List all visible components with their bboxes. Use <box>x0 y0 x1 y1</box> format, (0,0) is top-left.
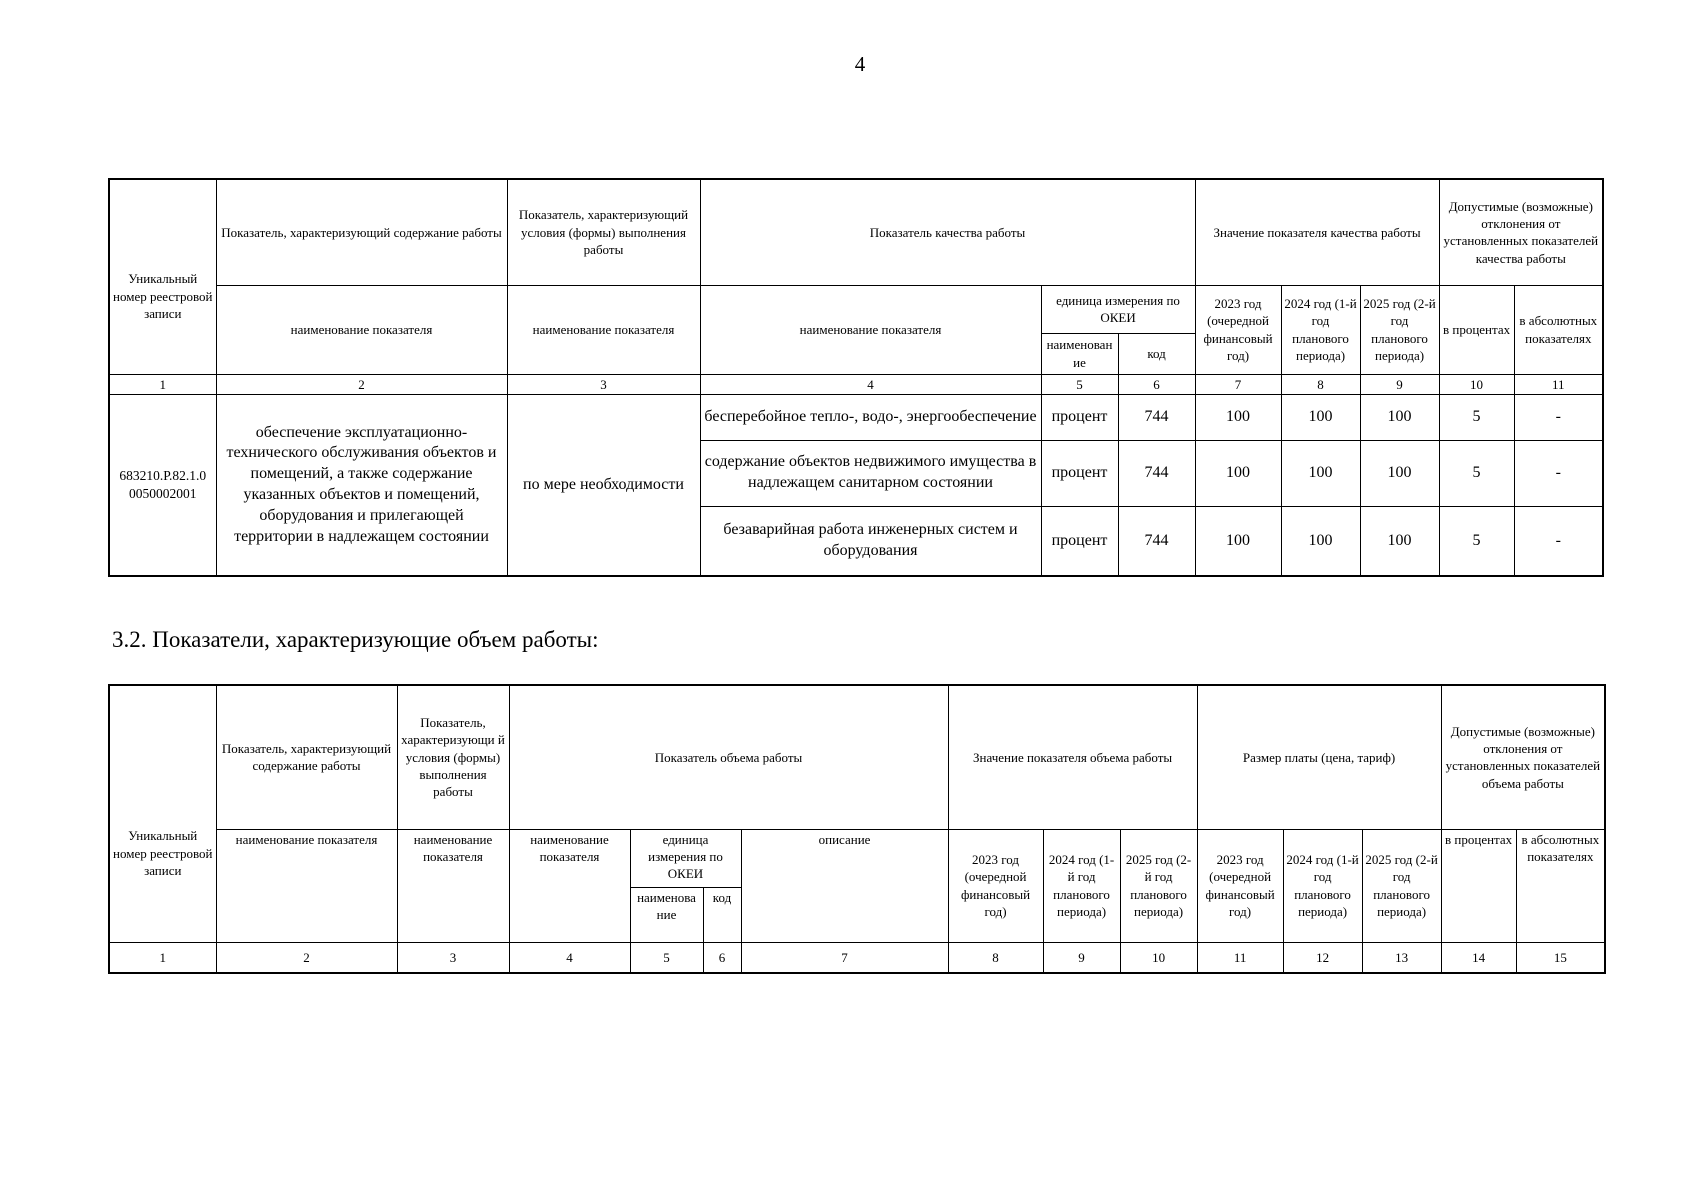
unit-name: процент <box>1041 440 1118 506</box>
value-2023: 100 <box>1195 506 1281 576</box>
header-in-absolute: в абсолютных показателях <box>1514 285 1603 374</box>
column-number: 5 <box>630 942 703 973</box>
column-number: 10 <box>1120 942 1197 973</box>
deviation-percent: 5 <box>1439 440 1514 506</box>
unit-code: 744 <box>1118 440 1195 506</box>
value-2023: 100 <box>1195 394 1281 440</box>
column-number: 10 <box>1439 374 1514 394</box>
header-fee: Размер платы (цена, тариф) <box>1197 685 1441 829</box>
header-year-2025: 2025 год (2-й год планового периода) <box>1360 285 1439 374</box>
header-name-indicator: наименование показателя <box>700 285 1041 374</box>
value-2023: 100 <box>1195 440 1281 506</box>
unit-code: 744 <box>1118 394 1195 440</box>
unit-code: 744 <box>1118 506 1195 576</box>
record-number: 683210.Р.82.1.0 0050002001 <box>109 394 216 576</box>
unit-name: процент <box>1041 506 1118 576</box>
column-number: 8 <box>1281 374 1360 394</box>
column-number: 3 <box>397 942 509 973</box>
unit-name: процент <box>1041 394 1118 440</box>
column-number-row <box>109 942 1605 973</box>
content-value: обеспечение эксплуатационно-технического обслуживания объектов и помещений, а также содержание указанных объектов и помещений, оборудования и прилегающей территории в надлежащем состоянии <box>216 394 507 576</box>
header-quality-indicator: Показатель качества работы <box>700 179 1195 285</box>
header-fee-2025: 2025 год (2-й год планового периода) <box>1362 829 1441 942</box>
value-2025: 100 <box>1360 394 1439 440</box>
quality-indicator-name: бесперебойное тепло-, водо-, энергообеспечение <box>700 394 1041 440</box>
table-row <box>109 394 1603 440</box>
header-fee-2023: 2023 год (очередной финансовый год) <box>1197 829 1283 942</box>
header-year-2025: 2025 год (2-й год планового периода) <box>1120 829 1197 942</box>
header-okei-unit: единица измерения по ОКЕИ <box>630 829 741 887</box>
header-year-2023: 2023 год (очередной финансовый год) <box>1195 285 1281 374</box>
header-content-indicator: Показатель, характеризующий содержание работы <box>216 179 507 285</box>
section-title: 3.2. Показатели, характеризующие объем работы: <box>112 627 599 652</box>
condition-value: по мере необходимости <box>507 394 700 576</box>
header-description: описание <box>741 829 948 942</box>
header-year-2024: 2024 год (1-й год планового периода) <box>1281 285 1360 374</box>
column-number: 2 <box>216 374 507 394</box>
header-fee-2024: 2024 год (1-й год планового периода) <box>1283 829 1362 942</box>
column-number: 1 <box>109 374 216 394</box>
header-okei-code: код <box>1118 333 1195 374</box>
value-2025: 100 <box>1360 440 1439 506</box>
quality-indicator-name: безаварийная работа инженерных систем и оборудования <box>700 506 1041 576</box>
deviation-absolute: - <box>1514 506 1603 576</box>
deviation-absolute: - <box>1514 394 1603 440</box>
deviation-percent: 5 <box>1439 394 1514 440</box>
header-deviation: Допустимые (возможные) отклонения от установленных показателей объема работы <box>1441 685 1605 829</box>
quality-indicator-name: содержание объектов недвижимого имущества в надлежащем санитарном состоянии <box>700 440 1041 506</box>
header-deviation: Допустимые (возможные) отклонения от установленных показателей качества работы <box>1439 179 1603 285</box>
value-2024: 100 <box>1281 506 1360 576</box>
column-number: 4 <box>509 942 630 973</box>
column-number: 9 <box>1360 374 1439 394</box>
header-condition-indicator: Показатель, характеризующий условия (формы) выполнения работы <box>507 179 700 285</box>
column-number: 9 <box>1043 942 1120 973</box>
header-volume-indicator: Показатель объема работы <box>509 685 948 829</box>
value-2024: 100 <box>1281 394 1360 440</box>
column-number: 6 <box>703 942 741 973</box>
header-year-2024: 2024 год (1-й год планового периода) <box>1043 829 1120 942</box>
header-name-indicator: наименование показателя <box>507 285 700 374</box>
header-name-indicator: наименование показателя <box>509 829 630 942</box>
deviation-percent: 5 <box>1439 506 1514 576</box>
column-number: 14 <box>1441 942 1516 973</box>
page-number: 4 <box>854 52 866 76</box>
column-number: 8 <box>948 942 1043 973</box>
column-number-row <box>109 374 1603 394</box>
deviation-absolute: - <box>1514 440 1603 506</box>
column-number: 7 <box>741 942 948 973</box>
header-unique-number: Уникальный номер реестровой записи <box>109 179 216 374</box>
header-okei-name: наименова ние <box>630 887 703 942</box>
header-quality-value: Значение показателя качества работы <box>1195 179 1439 285</box>
volume-indicators-table <box>108 684 1606 974</box>
header-okei-unit: единица измерения по ОКЕИ <box>1041 285 1195 333</box>
column-number: 3 <box>507 374 700 394</box>
header-name-indicator: наименование показателя <box>216 285 507 374</box>
header-in-absolute: в абсолютных показателях <box>1516 829 1605 942</box>
column-number: 11 <box>1514 374 1603 394</box>
column-number: 12 <box>1283 942 1362 973</box>
column-number: 1 <box>109 942 216 973</box>
column-number: 11 <box>1197 942 1283 973</box>
header-year-2023: 2023 год (очередной финансовый год) <box>948 829 1043 942</box>
header-okei-name: наименован ие <box>1041 333 1118 374</box>
column-number: 7 <box>1195 374 1281 394</box>
header-okei-code: код <box>703 887 741 942</box>
header-in-percent: в процентах <box>1439 285 1514 374</box>
column-number: 13 <box>1362 942 1441 973</box>
column-number: 4 <box>700 374 1041 394</box>
header-content-indicator: Показатель, характеризующий содержание работы <box>216 685 397 829</box>
column-number: 6 <box>1118 374 1195 394</box>
header-in-percent: в процентах <box>1441 829 1516 942</box>
column-number: 15 <box>1516 942 1605 973</box>
quality-indicators-table <box>108 178 1604 577</box>
column-number: 2 <box>216 942 397 973</box>
column-number: 5 <box>1041 374 1118 394</box>
value-2024: 100 <box>1281 440 1360 506</box>
header-name-indicator: наименование показателя <box>397 829 509 942</box>
header-name-indicator: наименование показателя <box>216 829 397 942</box>
header-unique-number: Уникальный номер реестровой записи <box>109 685 216 942</box>
header-condition-indicator: Показатель, характеризующи й условия (формы) выполнения работы <box>397 685 509 829</box>
value-2025: 100 <box>1360 506 1439 576</box>
header-volume-value: Значение показателя объема работы <box>948 685 1197 829</box>
